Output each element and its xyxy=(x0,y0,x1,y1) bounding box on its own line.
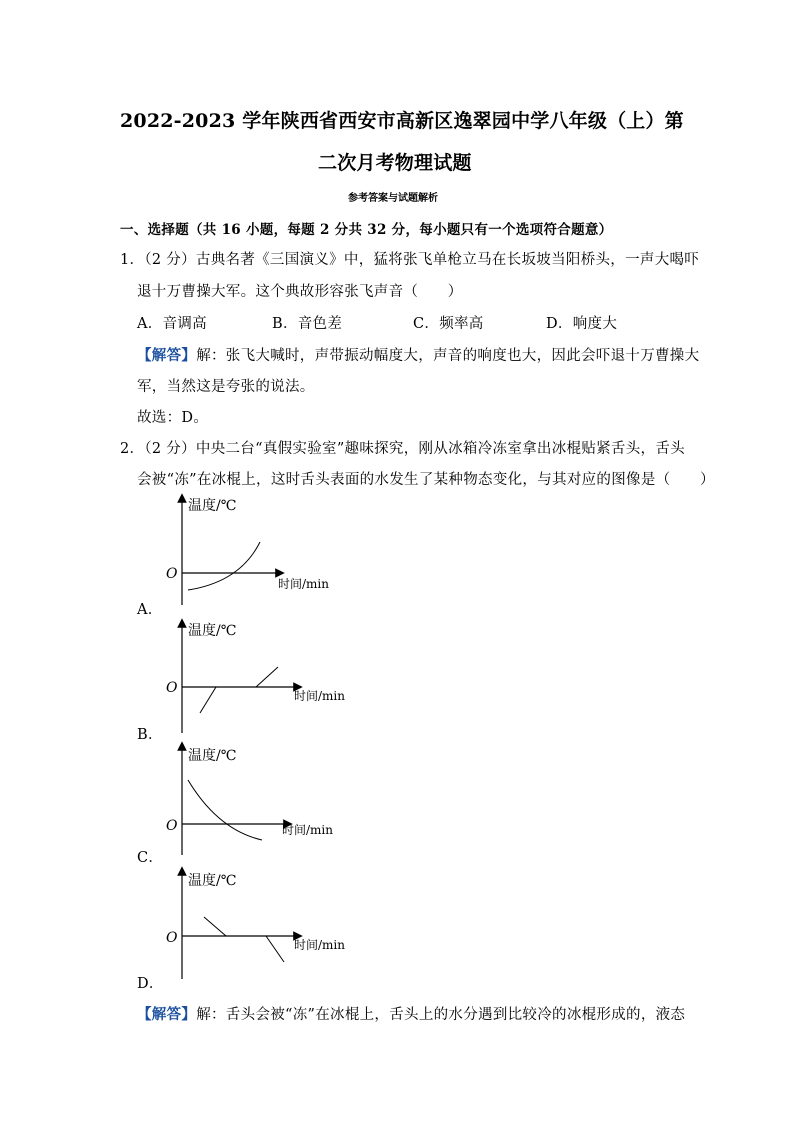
q1-stem-line2: 退十万曹操大军。这个典故形容张飞声音（ ） xyxy=(137,284,463,300)
q1-answer-line2: 军，当然这是夸张的说法。 xyxy=(137,379,315,395)
y-axis-label: 温度/℃ xyxy=(188,498,237,514)
graph-c xyxy=(130,740,370,865)
origin-label: O xyxy=(166,680,178,696)
q1-option-b: B．音色差 xyxy=(272,316,343,332)
graph-line-rise2 xyxy=(256,667,278,687)
origin-label: O xyxy=(166,566,178,582)
graph-curve xyxy=(188,542,260,590)
q2-answer-label: 【解答】 xyxy=(137,1006,197,1023)
q1-answer-text1: 解：张飞大喊时，声带振动幅度大，声音的响度也大，因此会吓退十万曹操大 xyxy=(196,348,700,364)
origin-label: O xyxy=(166,930,178,946)
q1-option-d: D．响度大 xyxy=(546,316,618,332)
graph-a xyxy=(130,490,370,620)
q2-answer-line1 xyxy=(137,1003,685,1024)
page-subtitle: 参考答案与试题解析 xyxy=(348,193,438,204)
q2-stem-line1: 2．（2 分）中央二台“真假实验室”趣味探究，刚从冰箱冷冻室拿出冰棍贴紧舌头，舌头 xyxy=(120,441,685,457)
q2-option-d: D． xyxy=(137,976,164,992)
x-axis-label: 时间/min xyxy=(282,823,333,837)
x-axis-label: 时间/min xyxy=(278,577,329,591)
graph-b xyxy=(130,615,370,740)
page-title-line1: 2022-2023 学年陕西省西安市高新区逸翠园中学八年级（上）第 xyxy=(120,110,684,132)
q2-option-a: A． xyxy=(137,602,163,618)
q1-option-a: A．音调高 xyxy=(137,316,207,332)
graph-line-fall1 xyxy=(204,917,226,936)
section-heading: 一、选择题（共 16 小题，每题 2 分共 32 分，每小题只有一个选项符合题意） xyxy=(120,222,613,238)
graph-curve xyxy=(188,780,262,840)
q2-answer-text1: 解：舌头会被“冻”在冰棍上，舌头上的水分遇到比较冷的冰棍形成的，液态 xyxy=(196,1007,686,1023)
q2-stem-line2: 会被“冻”在冰棍上，这时舌头表面的水发生了某种物态变化，与其对应的图像是（ ） xyxy=(137,472,715,488)
origin-label: O xyxy=(166,818,178,834)
q1-option-c: C．频率高 xyxy=(413,316,484,332)
y-axis-label: 温度/℃ xyxy=(188,623,237,639)
x-axis-label: 时间/min xyxy=(294,938,345,952)
q1-answer-label: 【解答】 xyxy=(137,347,197,364)
q1-answer-line1 xyxy=(137,344,699,365)
graph-line-fall2 xyxy=(266,936,284,962)
q2-option-c: C． xyxy=(137,850,164,866)
graph-d xyxy=(130,865,370,983)
q2-option-b: B． xyxy=(137,727,163,743)
q1-choice: 故选：D。 xyxy=(137,410,209,426)
graph-line-rise1 xyxy=(200,687,216,713)
y-axis-label: 温度/℃ xyxy=(188,873,237,889)
page-title-line2: 二次月考物理试题 xyxy=(318,152,472,174)
q1-stem-line1: 1．（2 分）古典名著《三国演义》中，猛将张飞单枪立马在长坂坡当阳桥头，一声大喝吓 xyxy=(120,252,700,268)
y-axis-label: 温度/℃ xyxy=(188,748,237,764)
x-axis-label: 时间/min xyxy=(294,689,345,703)
